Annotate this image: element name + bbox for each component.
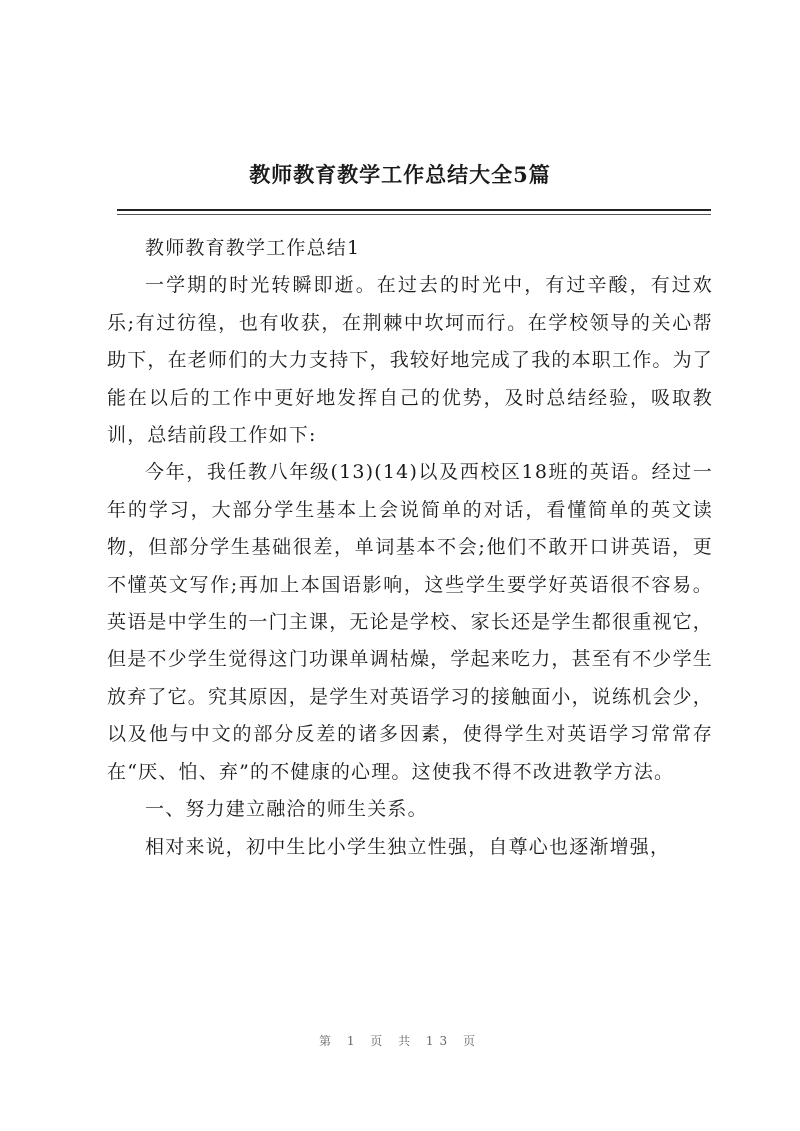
- page-footer: 第 1 页 共 13 页: [319, 1034, 481, 1048]
- title-divider: [117, 209, 711, 211]
- title-divider-thin: [117, 214, 711, 215]
- section-heading: 教师教育教学工作总结1: [145, 237, 361, 259]
- subsection-heading: 一、努力建立融洽的师生关系。: [145, 798, 428, 821]
- body-paragraph: 相对来说，初中生比小学生独立性强，自尊心也逐渐增强，: [145, 835, 671, 858]
- body-paragraph: 一学期的时光转瞬即逝。在过去的时光中，有过辛酸，有过欢乐;有过彷徨，也有收获，在荆棘中坎坷而行。在学校领导的关心帮助下，在老师们的大力支持下，我较好地完成了我的本职工作。为了能在以后的工作中更好地发挥自己的优势，及时总结经验，吸取教训，总结前段工作如下:: [107, 274, 714, 447]
- document-body: [107, 230, 713, 866]
- document-title: 教师教育教学工作总结大全5篇: [249, 162, 551, 187]
- body-paragraph: 今年，我任教八年级(13)(14)以及西校区18班的英语。经过一年的学习，大部分学生基本上会说简单的对话，看懂简单的英文读物，但部分学生基础很差，单词基本不会;他们不敢开口讲英语，更不懂英文写作;再加上本国语影响，这些学生要学好英语很不容易。英语是中学生的一门主课，无论是学校、家长还是学生都很重视它，但是不少学生觉得这门功课单调枯燥，学起来吃力，甚至有不少学生放弃了它。究其原因，是学生对英语学习的接触面小，说练机会少，以及他与中文的部分反差的诸多因素，使得学生对英语学习常常存在“厌、怕、弃”的不健康的心理。这使我不得不改进教学方法。: [107, 461, 714, 783]
